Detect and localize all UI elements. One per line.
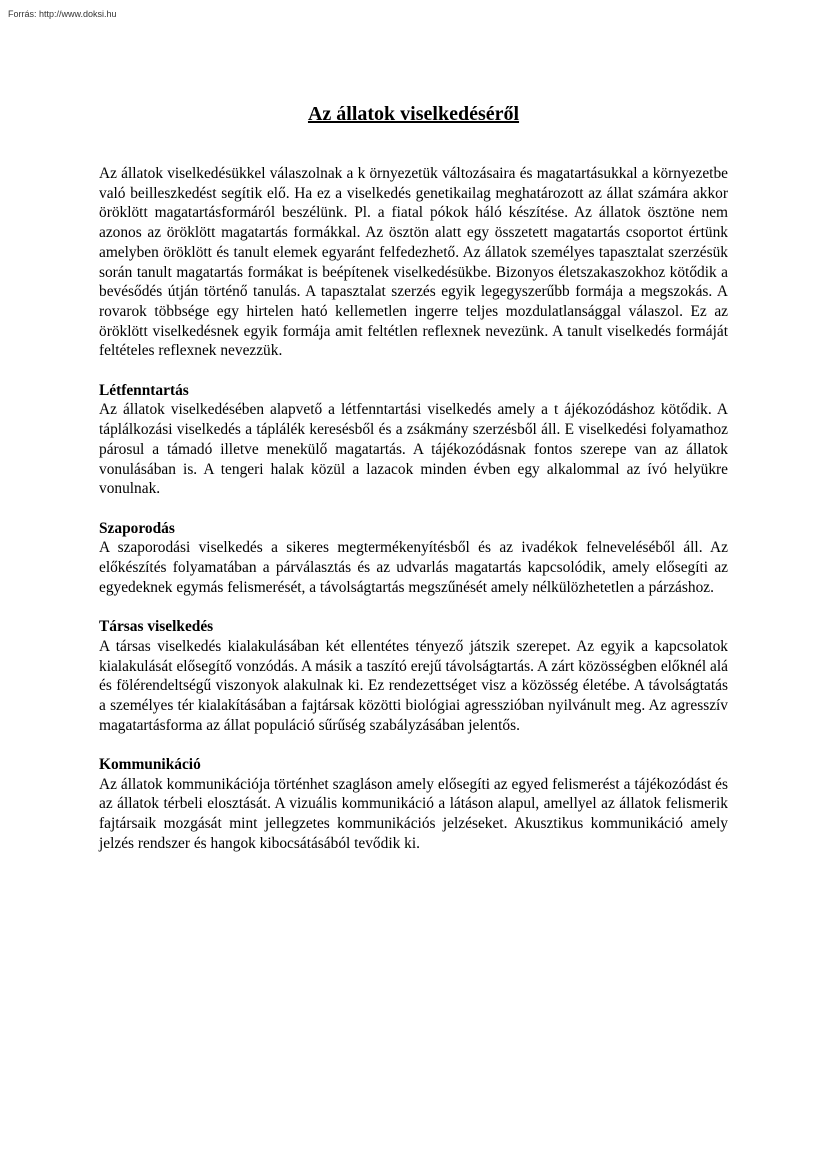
section-tarsas-viselkedes — [99, 617, 728, 735]
section-heading: Szaporodás — [99, 519, 175, 537]
section-paragraph: Az állatok viselkedésében alapvető a létfenntartási viselkedés amely a t ájékozódáshoz kötődik. A táplálkozási viselkedés a táplálék keresésből és a zsákmány szerzésből áll. E viselkedési folyamathoz párosul a támadó illetve menekülő magatartás. A tájékozódásnak fontos szerepe van az állatok vonulásában is. A tengeri halak közül a lazacok minden évben egy alkalommal az ívó helyükre vonulnak. — [99, 401, 728, 498]
section-paragraph: Az állatok kommunikációja történhet szagláson amely elősegíti az egyed felismerést a tájékozódást és az állatok térbeli elosztását. A vizuális kommunikáció a látáson alapul, amellyel az állatok felismerik fajtársaik mozgását mint jellegzetes kommunikációs jelzéseket. Akusztikus kommunikáció amely jelzés rendszer és hangok kibocsátásából tevődik ki. — [99, 775, 728, 852]
intro-paragraph: Az állatok viselkedésükkel válaszolnak a k örnyezetük változásaira és magatartásukkal a környezetbe való beilleszkedést segítik elő. Ha ez a viselkedés genetikailag meghatározott az állat számára akkor öröklött magatartásformáról beszélünk. Pl. a fiatal pókok háló készítése. Az állatok ösztöne nem azonos az öröklött magatartás formákkal. Az ösztön alatt egy összetett magatartás csoportot értünk amelyben öröklött és tanult elemek egyaránt felfedezhető. Az állatok személyes tapasztalat szerzésük során tanult magatartás formákat is beépítenek viselkedésükbe. Bizonyos életszakaszokhoz kötődik a bevésődés útján történő tanulás. A tapasztalat szerzés egyik legegyszerűbb formája a megszokás. A rovarok többsége egy hirtelen ható kellemetlen ingerre teljes mozdulatlansággal válaszol. Ez az öröklött viselkedésnek egyik formája amit feltétlen reflexnek nevezünk. A tanult viselkedés formáját feltételes reflexnek nevezzük. — [99, 165, 728, 360]
document-body — [99, 164, 728, 854]
section-heading: Társas viselkedés — [99, 618, 214, 636]
section-kommunikacio — [99, 755, 728, 854]
page-title: Az állatok viselkedéséről — [307, 103, 520, 125]
section-paragraph: A szaporodási viselkedés a sikeres megtermékenyítésből és az ivadékok felneveléséből áll. Az előkészítés folyamatában a párválasztás és az udvarlás magatartás kapcsolódik, amely elősegíti az egyedeknek egymás felismerését, a távolságtartás megszűnését amely nélkülözhetetlen a párzáshoz. — [99, 539, 728, 596]
section-letfenntartas — [99, 381, 728, 499]
section-paragraph: A társas viselkedés kialakulásában két ellentétes tényező játszik szerepet. Az egyik a kapcsolatok kialakulását elősegítő vonzódás. A másik a taszító erejű távolságtartás. A zárt közösségben előknél alá és fölérendeltségű viszonyok alakulnak ki. Ez rendezettséget visz a közösség életébe. A távolságtatás a személyes tér kialakításában a fajtársak közötti biológiai agresszióban nyilvánult meg. Az agresszív magatartásforma az állat populáció sűrűség szabályzásában jelentős. — [99, 637, 728, 734]
source-note: Forrás: http://www.doksi.hu — [8, 9, 117, 19]
section-szaporodas — [99, 519, 728, 598]
section-heading: Kommunikáció — [99, 756, 201, 774]
section-heading: Létfenntartás — [99, 381, 189, 399]
